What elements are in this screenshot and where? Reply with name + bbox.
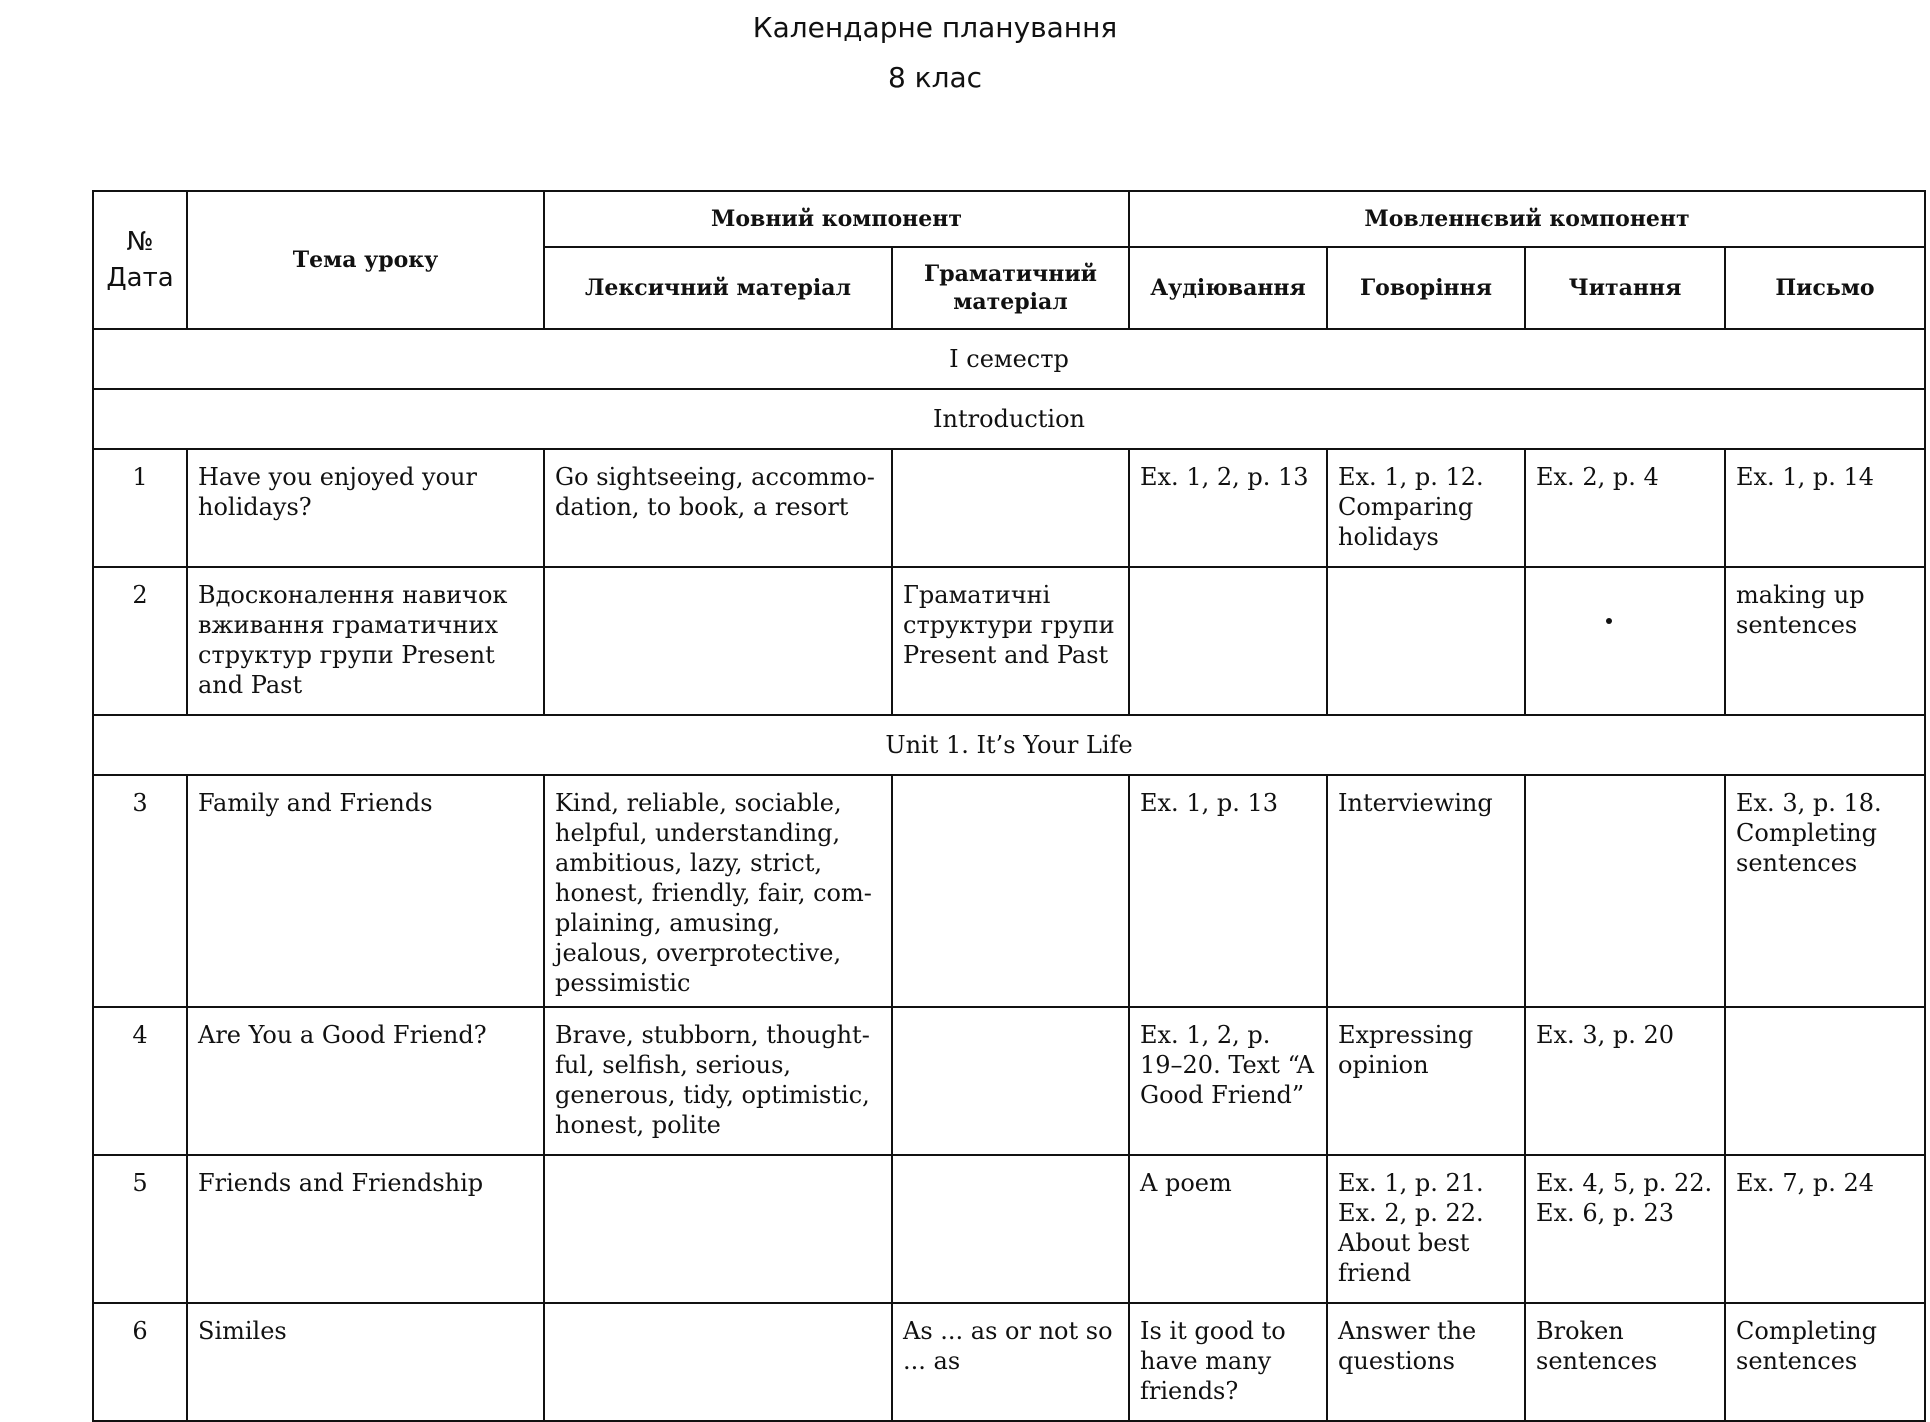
header-row-1 <box>93 191 1925 247</box>
cell-grammar: As ... as or not so ... as <box>892 1303 1129 1421</box>
section-unit-1: Unit 1. It’s Your Life <box>93 715 1925 775</box>
cell-topic: Friends and Friendship <box>187 1155 544 1303</box>
cell-grammar <box>892 1155 1129 1303</box>
section-row <box>93 715 1925 775</box>
header-num-date <box>93 191 187 329</box>
cell-num: 2 <box>93 567 187 715</box>
section-semester: І семестр <box>93 329 1925 389</box>
cell-topic: Family and Friends <box>187 775 544 1007</box>
cell-reading: Broken sentences <box>1525 1303 1725 1421</box>
cell-listening: Ex. 1, p. 13 <box>1129 775 1327 1007</box>
section-row <box>93 329 1925 389</box>
cell-reading: Ex. 3, p. 20 <box>1525 1007 1725 1155</box>
cell-grammar: Граматичні структури групи Present and Past <box>892 567 1129 715</box>
header-speech-component: Мовленнєвий компонент <box>1129 191 1925 247</box>
cell-num: 1 <box>93 449 187 567</box>
cell-reading <box>1525 567 1725 715</box>
header-listening: Аудіювання <box>1129 247 1327 329</box>
page-subtitle: 8 клас <box>887 61 983 94</box>
cell-listening <box>1129 567 1327 715</box>
cell-lexical <box>544 1303 892 1421</box>
cell-speaking <box>1327 567 1525 715</box>
cell-grammar <box>892 1007 1129 1155</box>
cell-speaking: Ex. 1, p. 12. Comparing holidays <box>1327 449 1525 567</box>
header-writing: Письмо <box>1725 247 1925 329</box>
section-introduction: Introduction <box>93 389 1925 449</box>
cell-speaking: Ex. 1, p. 21. Ex. 2, p. 22. About best friend <box>1327 1155 1525 1303</box>
cell-speaking: Interviewing <box>1327 775 1525 1007</box>
cell-grammar <box>892 775 1129 1007</box>
cell-writing: Ex. 7, p. 24 <box>1725 1155 1925 1303</box>
cell-num: 5 <box>93 1155 187 1303</box>
cell-topic: Are You a Good Friend? <box>187 1007 544 1155</box>
cell-topic: Similes <box>187 1303 544 1421</box>
header-speaking: Говоріння <box>1327 247 1525 329</box>
cell-topic: Вдосконалення навичок вживання граматичних структур групи Present and Past <box>187 567 544 715</box>
header-date: Дата <box>106 263 174 293</box>
cell-num: 3 <box>93 775 187 1007</box>
section-row <box>93 389 1925 449</box>
cell-listening: Is it good to have many friends? <box>1129 1303 1327 1421</box>
cell-listening: Ex. 1, 2, p. 19–20. Text “A Good Friend” <box>1129 1007 1327 1155</box>
header-lexical: Лексичний матеріал <box>544 247 892 329</box>
cell-lexical: Go sightseeing, accommo-dation, to book, a resort <box>544 449 892 567</box>
cell-num: 6 <box>93 1303 187 1421</box>
cell-num: 4 <box>93 1007 187 1155</box>
cell-grammar <box>892 449 1129 567</box>
cell-writing: Ex. 1, p. 14 <box>1725 449 1925 567</box>
header-num: № <box>126 227 154 257</box>
cell-lexical: Kind, reliable, sociable, helpful, understanding, ambitious, lazy, strict, honest, friendly, fair, com-plaining, amusing, jealous, overprotective, pessimistic <box>544 775 892 1007</box>
lesson-plan-table <box>92 190 1926 1422</box>
table-row <box>93 1155 1925 1303</box>
dot-mark <box>1606 618 1612 624</box>
cell-writing: making up sentences <box>1725 567 1925 715</box>
cell-listening: Ex. 1, 2, p. 13 <box>1129 449 1327 567</box>
cell-reading <box>1525 775 1725 1007</box>
cell-listening: A poem <box>1129 1155 1327 1303</box>
cell-writing <box>1725 1007 1925 1155</box>
table-row <box>93 1007 1925 1155</box>
cell-lexical: Brave, stubborn, thought-ful, selfish, serious, generous, tidy, optimistic, honest, polite <box>544 1007 892 1155</box>
cell-reading: Ex. 2, p. 4 <box>1525 449 1725 567</box>
header-reading: Читання <box>1525 247 1725 329</box>
header-language-component: Мовний компонент <box>544 191 1129 247</box>
table-row <box>93 449 1925 567</box>
table-row <box>93 567 1925 715</box>
header-topic: Тема уроку <box>187 191 544 329</box>
cell-lexical <box>544 567 892 715</box>
table-row <box>93 775 1925 1007</box>
page-title: Календарне планування <box>752 11 1118 44</box>
cell-topic: Have you enjoyed your holidays? <box>187 449 544 567</box>
cell-speaking: Answer the questions <box>1327 1303 1525 1421</box>
cell-lexical <box>544 1155 892 1303</box>
cell-writing: Completing sentences <box>1725 1303 1925 1421</box>
cell-writing: Ex. 3, p. 18. Completing sentences <box>1725 775 1925 1007</box>
page-header <box>0 6 1930 100</box>
cell-reading: Ex. 4, 5, p. 22. Ex. 6, p. 23 <box>1525 1155 1725 1303</box>
header-grammar: Граматичний матеріал <box>892 247 1129 329</box>
table-row <box>93 1303 1925 1421</box>
cell-speaking: Expressing opinion <box>1327 1007 1525 1155</box>
